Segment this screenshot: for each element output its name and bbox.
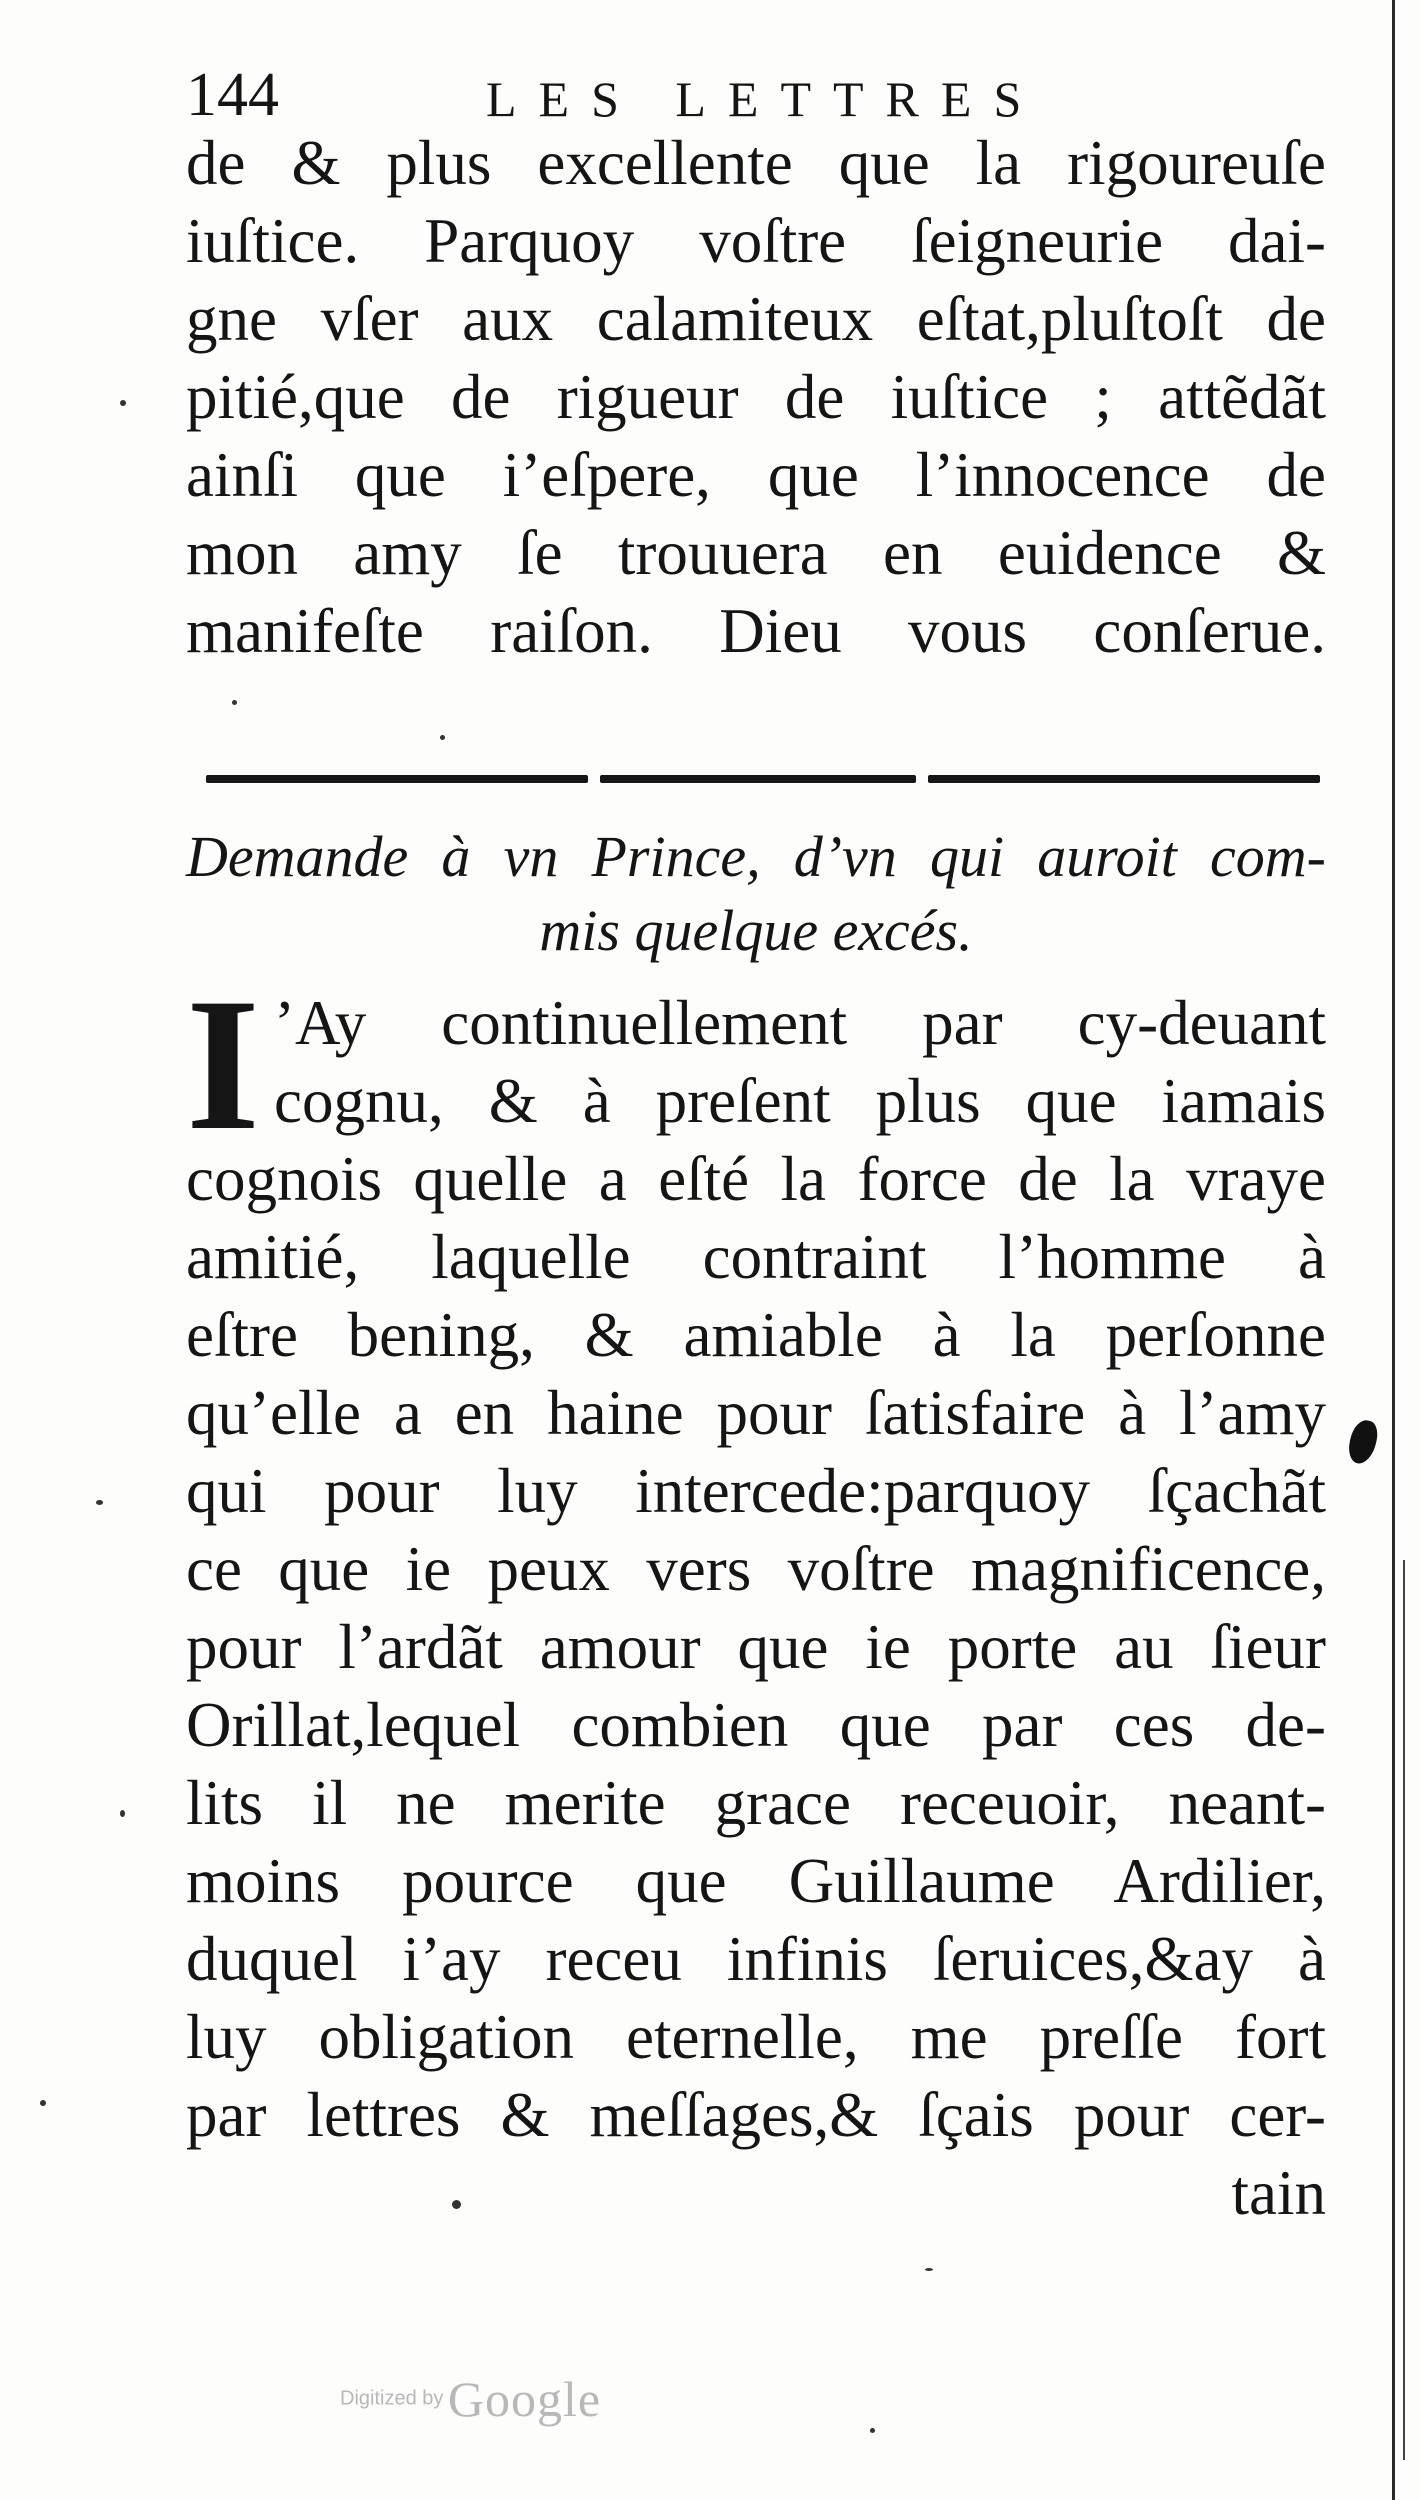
text-line: duquel i’ay receu infinis ſeruices,&ay à [186,1924,1326,1994]
text-line: cognu, & à preſent plus que iamais [274,1066,1326,1136]
digitized-watermark [340,2370,601,2430]
ink-speck [440,735,445,740]
text-line: manifeſte raiſon. Dieu vous conſerue. [186,596,1326,666]
drop-cap: I [186,960,260,1170]
section-divider [206,775,1320,793]
text-line: pitié,que de rigueur de iuſtice ; attẽdãt [186,362,1326,432]
letter-heading [186,820,1326,968]
text-line: qu’elle a en haine pour ſatisfaire à l’amy [186,1378,1326,1448]
text-line: ’Ay continuellement par cy-deuant [274,988,1326,1058]
text-line: eſtre bening, & amiable à la perſonne [186,1300,1326,1370]
ink-speck [452,2200,461,2209]
text-line: de & plus excellente que la rigoureuſe [186,128,1326,198]
page-edge-line [1392,0,1395,2500]
divider-rule-middle [600,775,916,783]
ink-speck [96,1500,103,1505]
ink-speck [120,1810,125,1817]
text-line: amitié, laquelle contraint l’homme à [186,1222,1326,1292]
divider-rule-right [928,775,1320,783]
text-line: cognois quelle a eſté la force de la vraye [186,1144,1326,1214]
text-block-letter-ending [186,124,1326,670]
heading-line: Demande à vn Prince, d’vn qui auroit com- [186,824,1326,889]
catchword: tain [1231,2158,1326,2228]
text-line: gne vſer aux calamiteux eſtat,pluſtoſt de [186,284,1326,354]
ink-speck [870,2428,875,2433]
text-line: luy obligation eternelle, me preſſe fort [186,2002,1326,2072]
watermark-prefix: Digitized by [340,2387,444,2410]
text-line: qui pour luy intercede:parquoy ſçachãt [186,1456,1326,1526]
text-line: iuſtice. Parquoy voſtre ſeigneurie dai- [186,206,1326,276]
ink-speck [925,2268,933,2271]
page-header [186,60,1326,130]
ink-speck [232,700,237,705]
divider-rule-left [206,775,588,783]
ink-speck [120,400,126,406]
ink-blot [1346,1418,1381,1466]
text-line: mon amy ſe trouuera en euidence & [186,518,1326,588]
heading-line: mis quelque excés. [539,898,973,963]
page-edge-line-lower [1403,1560,1405,2460]
text-line: pour l’ardãt amour que ie porte au ſieur [186,1612,1326,1682]
text-block-letter-body [186,984,1326,2232]
google-logo: Google [447,2371,602,2427]
text-line: lits il ne merite grace receuoir, neant- [186,1768,1326,1838]
text-line: Orillat,lequel combien que par ces de- [186,1690,1326,1760]
running-head: LES LETTRES [486,71,1044,127]
page-number: 144 [186,61,279,129]
text-line: par lettres & meſſages,& ſçais pour cer- [186,2080,1326,2150]
ink-speck [40,2100,46,2106]
text-line: ainſi que i’eſpere, que l’innocence de [186,440,1326,510]
text-line: ce que ie peux vers voſtre magnificence, [186,1534,1326,1604]
text-line: moins pource que Guillaume Ardilier, [186,1846,1326,1916]
